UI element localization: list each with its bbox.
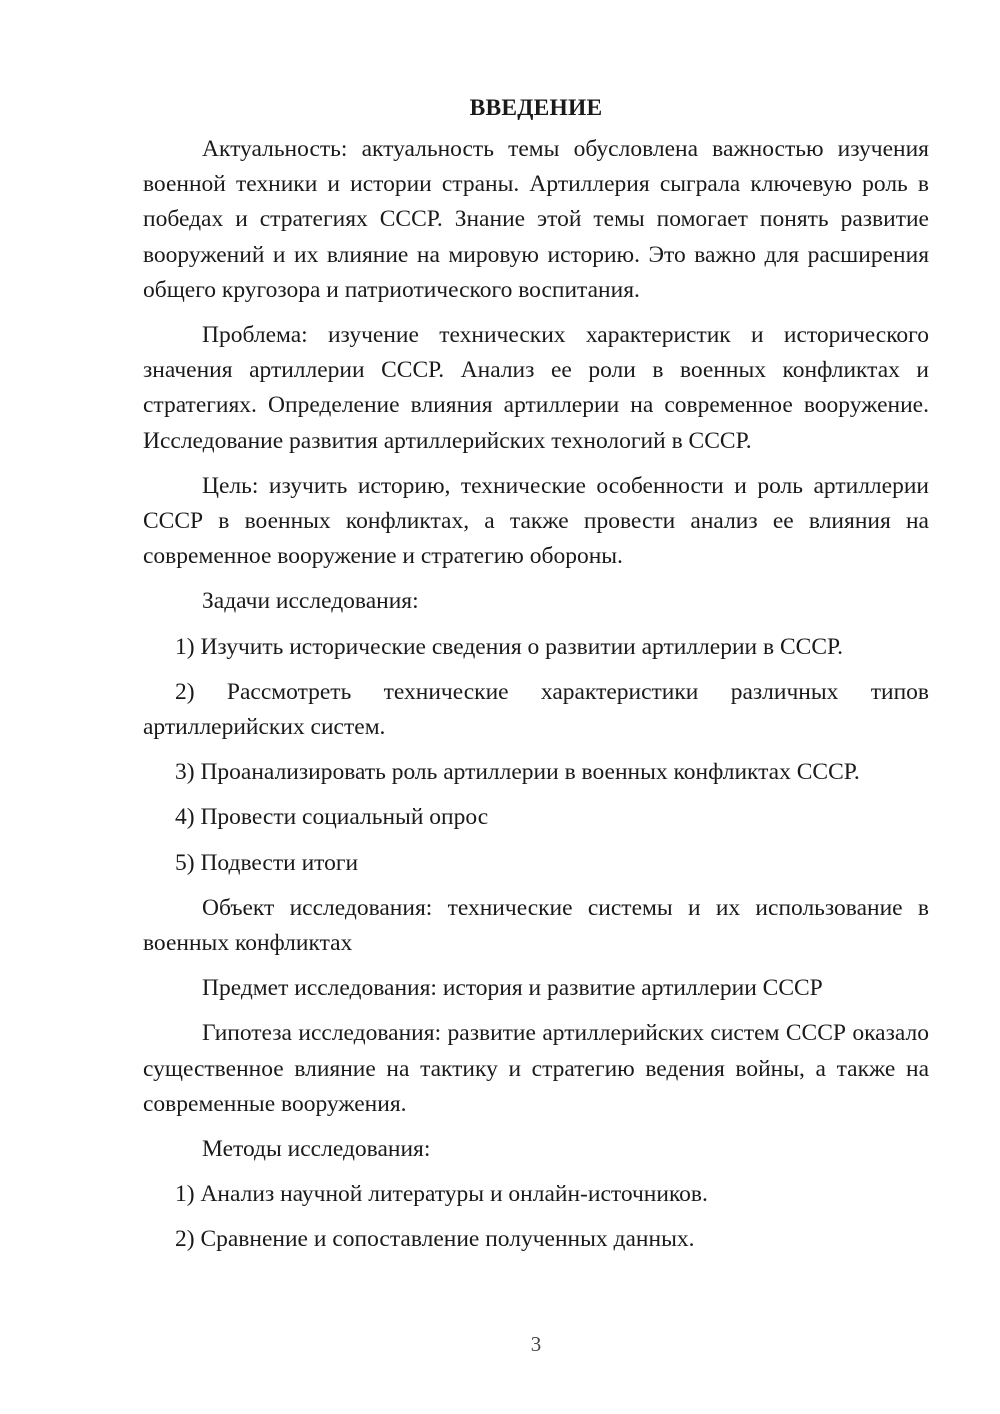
method-item-2: 2) Сравнение и сопоставление полученных данных. — [175, 1226, 695, 1253]
method-item-1: 1) Анализ научной литературы и онлайн-источников. — [175, 1181, 708, 1208]
paragraph-problem: Проблема: изучение технических характеристик и исторического значения артиллерии СССР. Анализ ее роли в военных конфликтах и стратегиях. Определение влияния артиллерии на современное вооружение. Исследование развития артиллерийских технологий в СССР. — [143, 322, 929, 454]
task-item-1: 1) Изучить исторические сведения о развитии артиллерии в СССР. — [175, 633, 843, 660]
page-number: 3 — [530, 1332, 542, 1356]
document-body — [143, 91, 929, 1268]
page-title: ВВЕДЕНИЕ — [469, 95, 603, 121]
paragraph-relevance: Актуальность: актуальность темы обусловлена важностью изучения военной техники и истории страны. Артиллерия сыграла ключевую роль в победах и стратегиях СССР. Знание этой темы помогает понять развитие вооружений и их влияние на мировую историю. Это важно для расширения общего кругозора и патриотического воспитания. — [143, 136, 929, 303]
task-item-5: 5) Подвести итоги — [175, 849, 359, 876]
task-item-3: 3) Проанализировать роль артиллерии в военных конфликтах СССР. — [175, 759, 860, 786]
paragraph-tasks-heading: Задачи исследования: — [202, 588, 419, 615]
paragraph-subject: Предмет исследования: история и развитие артиллерии СССР — [202, 975, 823, 1002]
task-item-4: 4) Провести социальный опрос — [175, 804, 489, 831]
paragraph-goal: Цель: изучить историю, технические особенности и роль артиллерии СССР в военных конфликтах, а также провести анализ ее влияния на современное вооружение и стратегию обороны. — [143, 472, 929, 570]
task-item-2: 2) Рассмотреть технические характеристики различных типов артиллерийских систем. — [143, 678, 929, 741]
paragraph-object: Объект исследования: технические системы и их использование в военных конфликтах — [143, 894, 929, 957]
paragraph-hypothesis: Гипотеза исследования: развитие артиллерийских систем СССР оказало существенное влияние на тактику и стратегию ведения войны, а также на современные вооружения. — [143, 1020, 929, 1117]
paragraph-methods-heading: Методы исследования: — [202, 1136, 431, 1163]
